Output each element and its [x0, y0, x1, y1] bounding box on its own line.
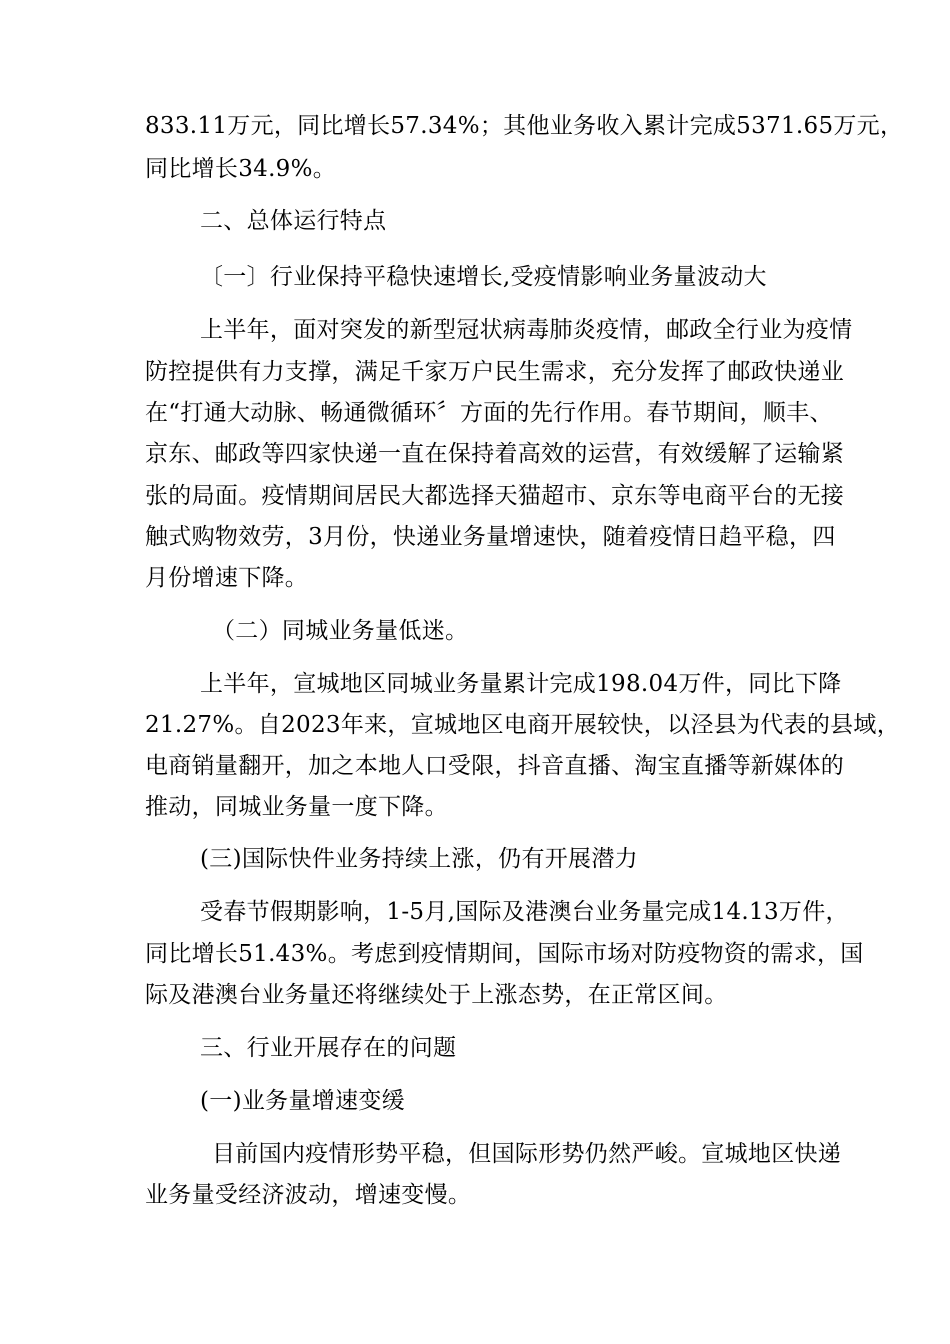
paragraph-line: 电商销量翻开，加之本地人口受限，抖音直播、淘宝直播等新媒体的: [145, 753, 844, 779]
paragraph-line: 在“打通大动脉、畅通微循环〞方面的先行作用。春节期间，顺丰、: [145, 400, 833, 426]
paragraph-line: 受春节假期影响，1-5月,国际及港澳台业务量完成14.13万件，: [200, 899, 849, 925]
subsection-heading: (三)国际快件业务持续上涨，仍有开展潜力: [200, 846, 638, 872]
paragraph-line: 际及港澳台业务量还将继续处于上涨态势，在正常区间。: [145, 982, 728, 1008]
subsection-heading: （二）同城业务量低迷。: [212, 618, 469, 644]
section-heading: 三、行业开展存在的问题: [200, 1035, 457, 1061]
paragraph-line: 833.11万元，同比增长57.34%；其他业务收入累计完成5371.65万元，: [145, 113, 904, 139]
paragraph-line: 21.27%。自2023年来，宣城地区电商开展较快，以泾县为代表的县域，: [145, 712, 901, 738]
paragraph-line: 业务量受经济波动，增速变慢。: [145, 1182, 472, 1208]
paragraph-line: 张的局面。疫情期间居民大都选择天猫超市、京东等电商平台的无接: [145, 483, 844, 509]
paragraph-line: 目前国内疫情形势平稳，但国际形势仍然严峻。宣城地区快递: [212, 1141, 842, 1167]
paragraph-line: 同比增长34.9%。: [145, 156, 337, 182]
paragraph-line: 月份增速下降。: [145, 565, 309, 591]
paragraph-line: 京东、邮政等四家快递一直在保持着高效的运营，有效缓解了运输紧: [145, 441, 844, 467]
subsection-heading: 〔一〕行业保持平稳快速增长,受疫情影响业务量波动大: [200, 264, 767, 290]
section-heading: 二、总体运行特点: [200, 208, 387, 234]
paragraph-line: 推动，同城业务量一度下降。: [145, 794, 448, 820]
subsection-heading: (一)业务量增速变缓: [200, 1088, 405, 1114]
paragraph-line: 触式购物效劳，3月份，快递业务量增速快，随着疫情日趋平稳，四: [145, 524, 836, 550]
paragraph-line: 上半年，宣城地区同城业务量累计完成198.04万件，同比下降: [200, 671, 842, 697]
paragraph-line: 同比增长51.43%。考虑到疫情期间，国际市场对防疫物资的需求，国: [145, 941, 864, 967]
paragraph-line: 防控提供有力支撑，满足千家万户民生需求，充分发挥了邮政快递业: [145, 359, 844, 385]
paragraph-line: 上半年，面对突发的新型冠状病毒肺炎疫情，邮政全行业为疫情: [200, 317, 853, 343]
